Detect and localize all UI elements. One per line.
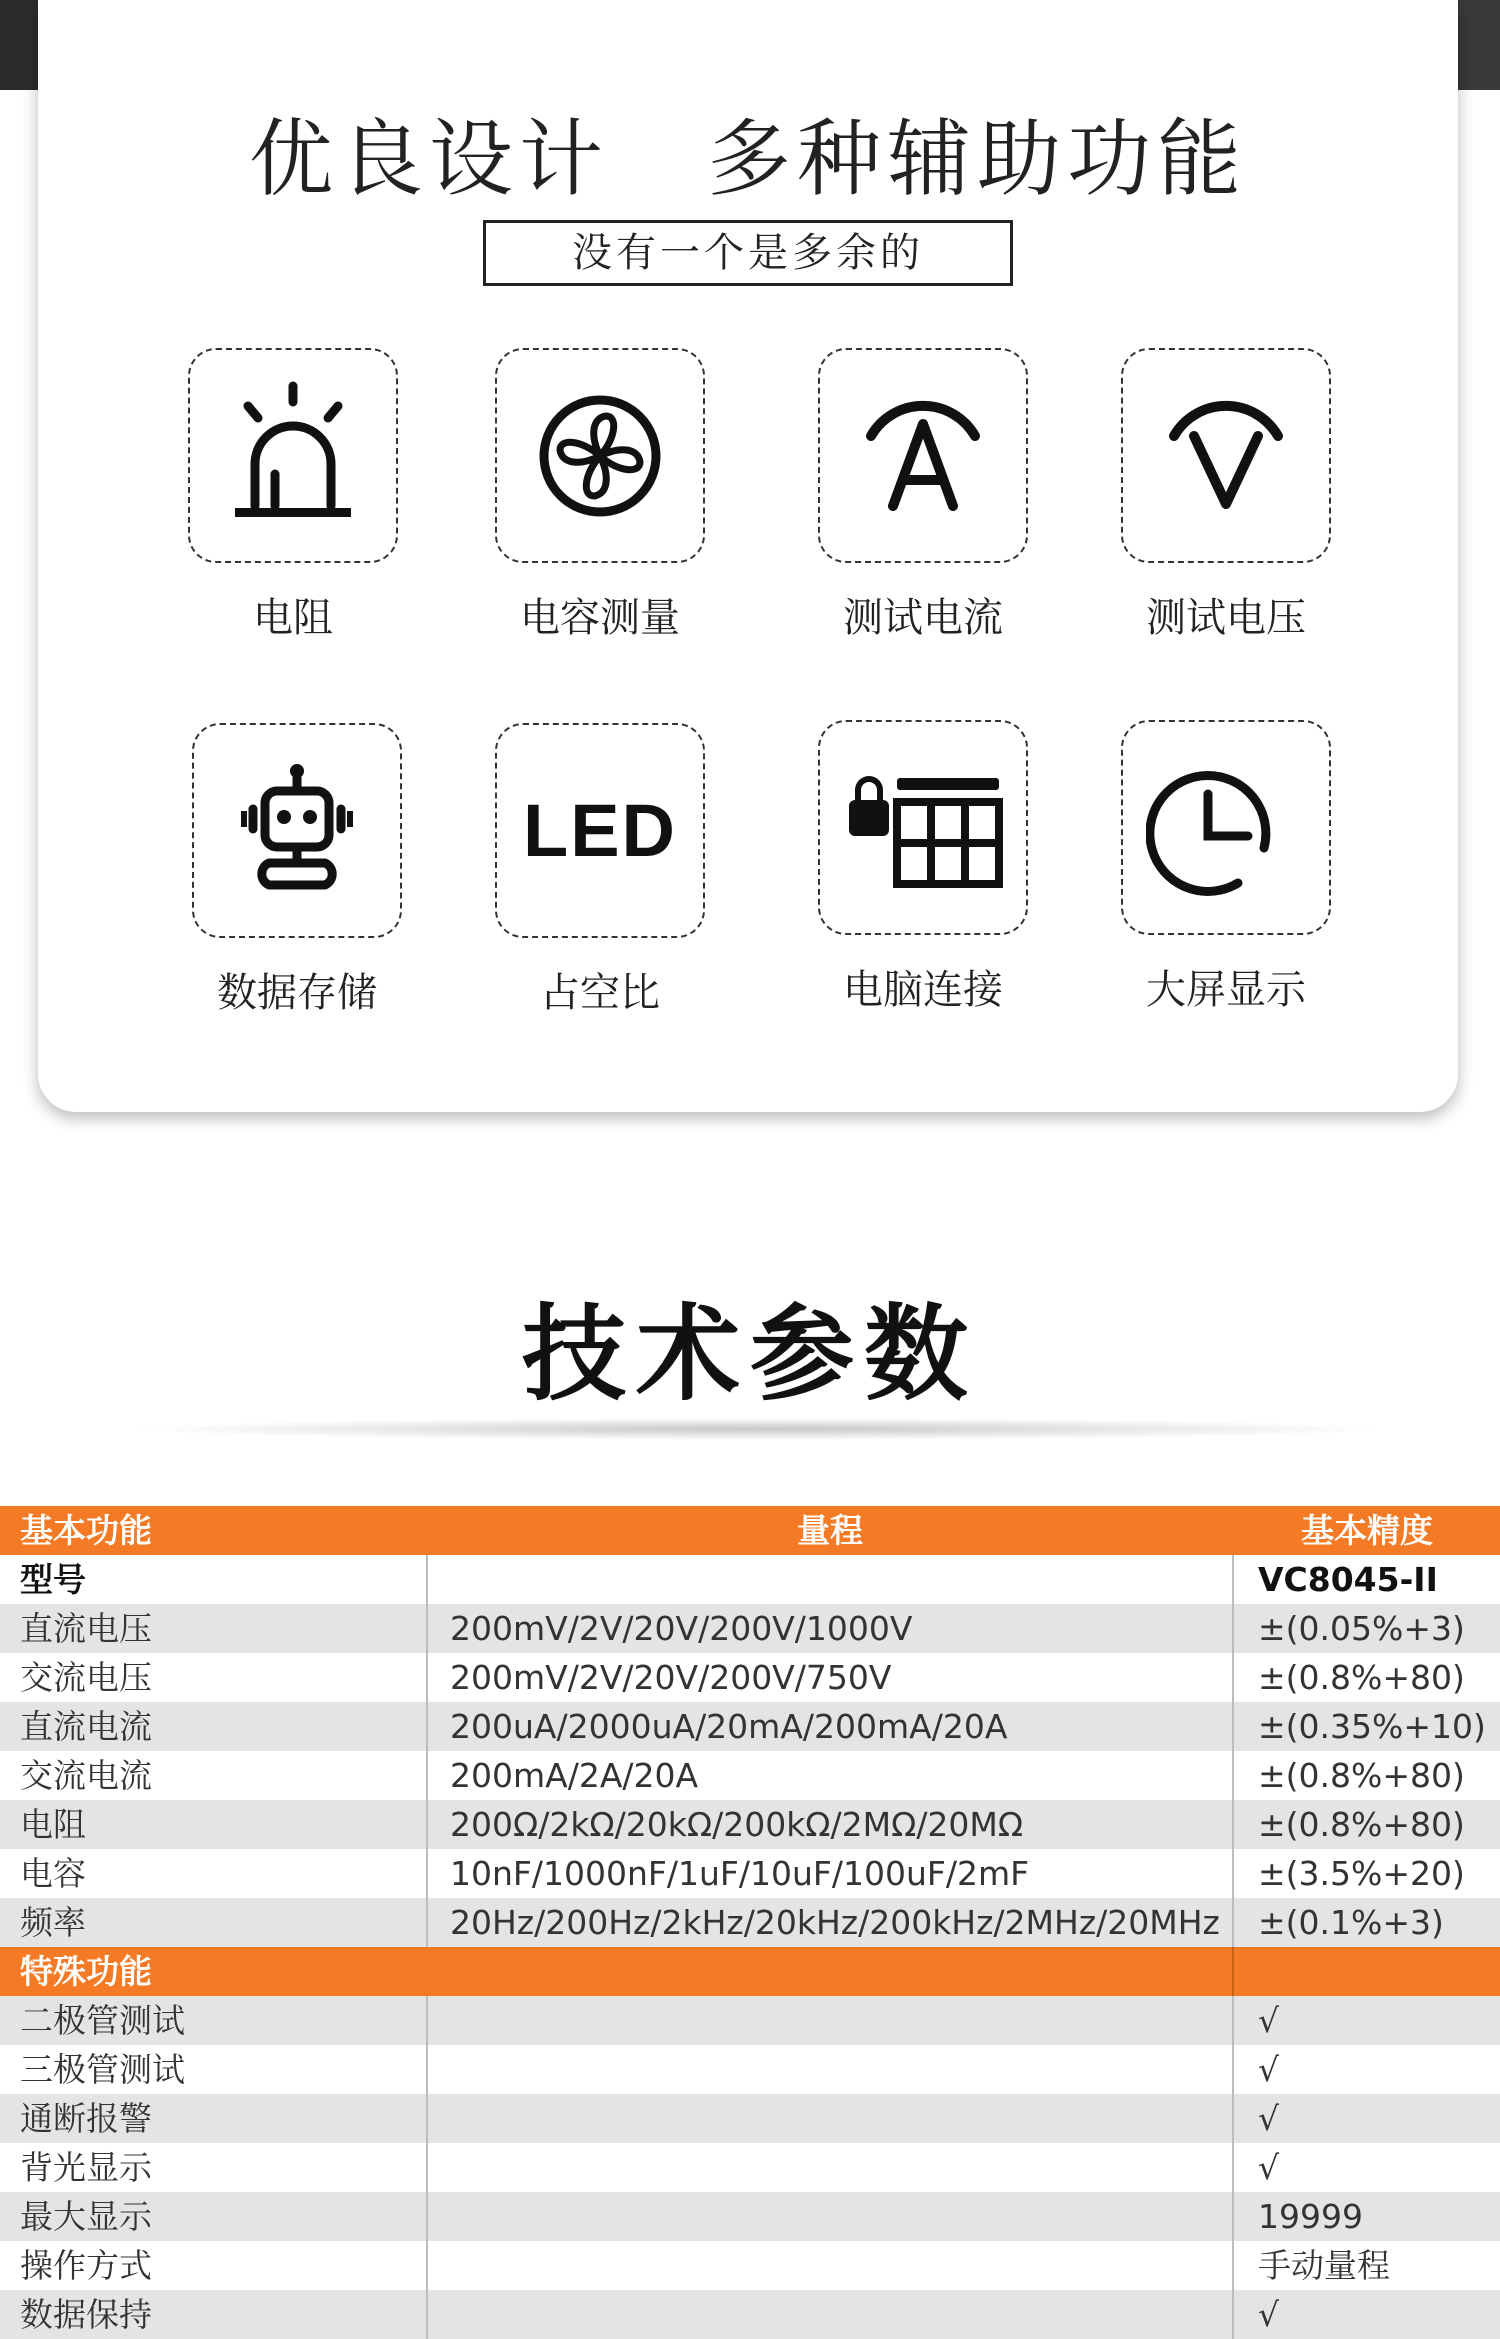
row-value: √ <box>1232 2290 1500 2339</box>
volt-icon <box>1121 348 1331 563</box>
row-range <box>426 2241 1232 2290</box>
row-function: 操作方式 <box>20 2246 152 2285</box>
special-header-label: 特殊功能 <box>20 1952 152 1991</box>
led-icon-text: LED <box>523 789 677 872</box>
row-range: 20Hz/200Hz/2kHz/20kHz/200kHz/2MHz/20MHz <box>426 1898 1232 1947</box>
card-title: 优良设计 多种辅助功能 <box>248 110 1248 208</box>
feature-label: 电脑连接 <box>843 967 1003 1013</box>
row-range: 200mA/2A/20A <box>426 1751 1232 1800</box>
model-row <box>0 1555 1500 1604</box>
row-value: 手动量程 <box>1232 2241 1500 2290</box>
row-range: 200Ω/2kΩ/20kΩ/200kΩ/2MΩ/20MΩ <box>426 1800 1232 1849</box>
row-range <box>426 2192 1232 2241</box>
row-range <box>426 2290 1232 2339</box>
table-row <box>0 1996 1500 2045</box>
feature-label: 占空比 <box>540 970 660 1016</box>
row-value: √ <box>1232 2045 1500 2094</box>
row-accuracy: ±(0.05%+3) <box>1232 1604 1500 1653</box>
header-accuracy: 基本精度 <box>1232 1506 1500 1555</box>
row-function: 最大显示 <box>20 2197 152 2236</box>
special-header-value <box>1232 1947 1500 1996</box>
row-accuracy: ±(0.8%+80) <box>1232 1751 1500 1800</box>
table-row <box>0 1898 1500 1947</box>
table-row <box>0 1800 1500 1849</box>
card-subtitle-box: 没有一个是多余的 <box>483 220 1013 286</box>
feature-label: 电容测量 <box>520 595 680 641</box>
row-function: 直流电压 <box>20 1609 152 1648</box>
row-range <box>426 2045 1232 2094</box>
row-function: 交流电压 <box>20 1658 152 1697</box>
model-range <box>426 1555 1232 1604</box>
row-range: 10nF/1000nF/1uF/10uF/100uF/2mF <box>426 1849 1232 1898</box>
model-label: 型号 <box>20 1560 86 1599</box>
row-accuracy: ±(0.1%+3) <box>1232 1898 1500 1947</box>
clock-icon <box>1121 720 1331 935</box>
row-function: 三极管测试 <box>20 2050 185 2089</box>
row-range <box>426 1996 1232 2045</box>
table-row <box>0 1604 1500 1653</box>
model-value: VC8045-II <box>1232 1555 1500 1604</box>
row-value: √ <box>1232 1996 1500 2045</box>
row-accuracy: ±(0.35%+10) <box>1232 1702 1500 1751</box>
row-range: 200mV/2V/20V/200V/750V <box>426 1653 1232 1702</box>
table-row <box>0 2143 1500 2192</box>
row-range: 200mV/2V/20V/200V/1000V <box>426 1604 1232 1653</box>
feature-label: 大屏显示 <box>1146 967 1306 1013</box>
table-row <box>0 2045 1500 2094</box>
spec-table <box>0 1506 1500 2339</box>
row-function: 数据保持 <box>20 2295 152 2334</box>
row-function: 通断报警 <box>20 2099 152 2138</box>
table-row <box>0 1751 1500 1800</box>
row-accuracy: ±(3.5%+20) <box>1232 1849 1500 1898</box>
lock-grid-icon <box>818 720 1028 935</box>
table-row <box>0 1849 1500 1898</box>
special-functions-header-row <box>0 1947 1500 1996</box>
section-title: 技术参数 <box>521 1293 978 1415</box>
row-accuracy: ±(0.8%+80) <box>1232 1800 1500 1849</box>
feature-label: 测试电压 <box>1146 595 1306 641</box>
row-value: √ <box>1232 2094 1500 2143</box>
row-value: √ <box>1232 2143 1500 2192</box>
ampere-icon <box>818 348 1028 563</box>
row-range: 200uA/2000uA/20mA/200mA/20A <box>426 1702 1232 1751</box>
table-row <box>0 1702 1500 1751</box>
row-function: 频率 <box>20 1903 86 1942</box>
feature-label: 数据存储 <box>217 970 377 1016</box>
alarm-light-icon <box>188 348 398 563</box>
header-range: 量程 <box>426 1506 1232 1555</box>
table-row <box>0 2241 1500 2290</box>
row-accuracy: ±(0.8%+80) <box>1232 1653 1500 1702</box>
led-icon <box>495 723 705 938</box>
table-row <box>0 2192 1500 2241</box>
section-title-shadow <box>140 1418 1380 1440</box>
robot-icon <box>192 723 402 938</box>
row-function: 电容 <box>20 1854 86 1893</box>
feature-label: 电阻 <box>253 595 333 641</box>
header-function: 基本功能 <box>20 1511 152 1550</box>
row-function: 直流电流 <box>20 1707 152 1746</box>
table-row <box>0 2094 1500 2143</box>
feature-label: 测试电流 <box>843 595 1003 641</box>
table-row <box>0 2290 1500 2339</box>
row-range <box>426 2094 1232 2143</box>
row-function: 交流电流 <box>20 1756 152 1795</box>
row-range <box>426 2143 1232 2192</box>
table-row <box>0 1653 1500 1702</box>
row-value: 19999 <box>1232 2192 1500 2241</box>
special-header-range <box>426 1947 1232 1996</box>
row-function: 二极管测试 <box>20 2001 185 2040</box>
row-function: 背光显示 <box>20 2148 152 2187</box>
fan-icon <box>495 348 705 563</box>
row-function: 电阻 <box>20 1805 86 1844</box>
table-header-row <box>0 1506 1500 1555</box>
features-card <box>38 0 1458 1112</box>
